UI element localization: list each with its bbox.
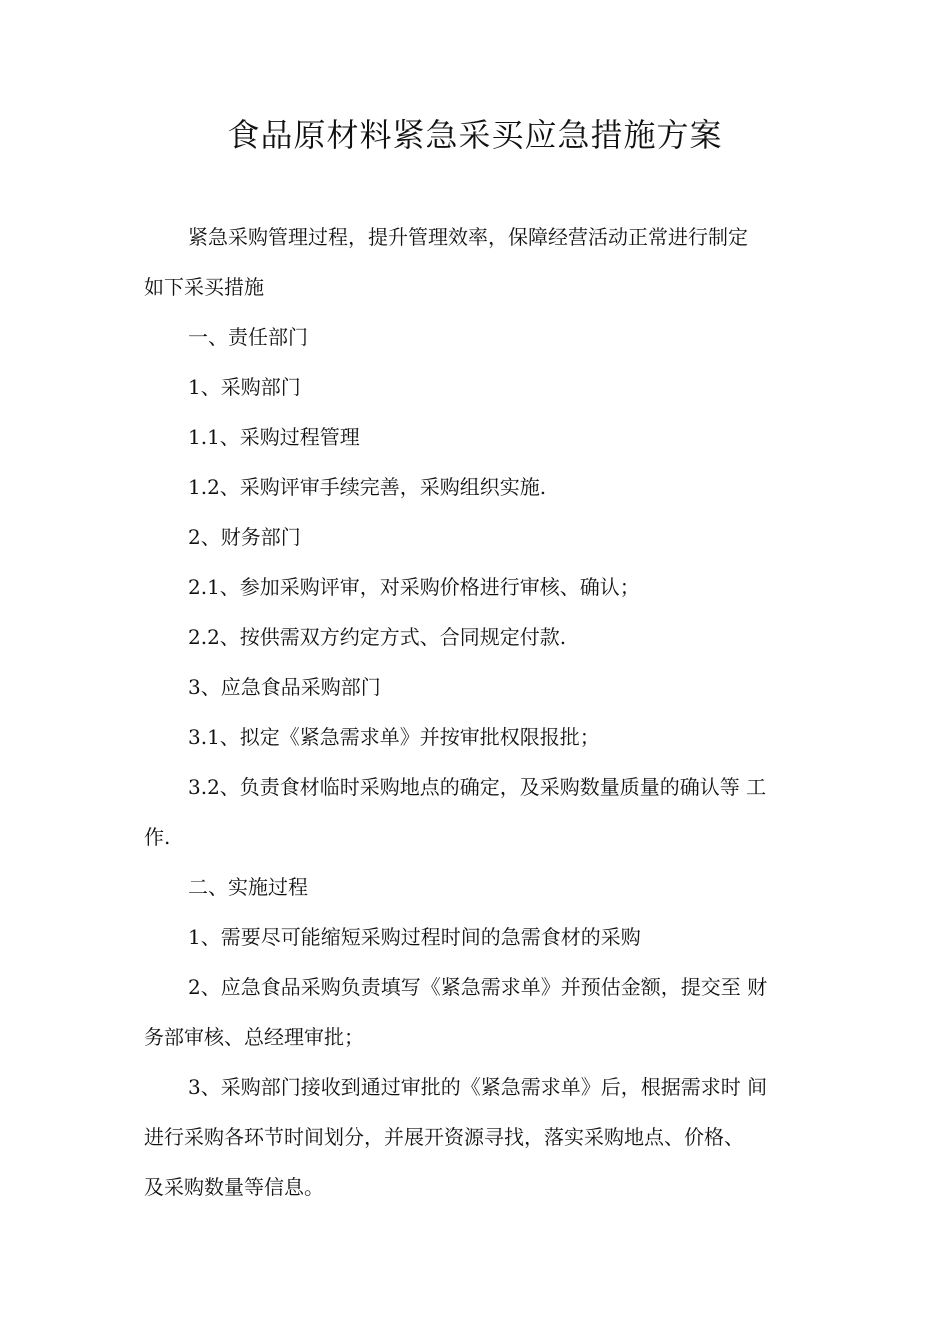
item-3-1: 3.1、拟定《紧急需求单》并按审批权限报批；: [188, 725, 600, 749]
paragraph-line: 作.: [144, 825, 171, 849]
item-1-1: 1.1、采购过程管理: [188, 425, 360, 449]
item-procurement-dept: 1、采购部门: [188, 375, 301, 399]
item-finance-dept: 2、财务部门: [188, 525, 301, 549]
paragraph-line: 紧急采购管理过程，提升管理效率，保障经营活动正常进行制定: [188, 225, 748, 249]
section-heading-responsibility: 一、责任部门: [188, 325, 308, 349]
item-1-2: 1.2、采购评审手续完善，采购组织实施.: [188, 475, 547, 499]
impl-item-2: [144, 962, 810, 1062]
item-2-2: 2.2、按供需双方约定方式、合同规定付款.: [188, 625, 567, 649]
paragraph-line: 及采购数量等信息。: [144, 1175, 324, 1199]
section-heading-implementation: 二、实施过程: [188, 875, 308, 899]
item-emergency-dept: 3、应急食品采购部门: [188, 675, 381, 699]
paragraph-line: 2、应急食品采购负责填写《紧急需求单》并预估金额，提交至 财: [188, 975, 768, 999]
impl-item-3: [144, 1062, 810, 1212]
paragraph-line: 如下采买措施: [144, 275, 264, 299]
paragraph-line: 3、采购部门接收到通过审批的《紧急需求单》后，根据需求时 间: [188, 1075, 768, 1099]
document-title: 食品原材料紧急采买应急措施方案: [227, 116, 723, 154]
paragraph-line: 进行采购各环节时间划分，并展开资源寻找，落实采购地点、价格、: [144, 1125, 744, 1149]
impl-item-1: 1、需要尽可能缩短采购过程时间的急需食材的采购: [188, 925, 641, 949]
paragraph-line: 3.2、负责食材临时采购地点的确定，及采购数量质量的确认等 工: [188, 775, 767, 799]
item-2-1: 2.1、参加采购评审，对采购价格进行审核、确认；: [188, 575, 640, 599]
document-body: [144, 212, 810, 1212]
paragraph-line: 务部审核、总经理审批；: [144, 1025, 364, 1049]
item-3-2: [144, 762, 810, 862]
paragraph-intro: [144, 212, 810, 312]
